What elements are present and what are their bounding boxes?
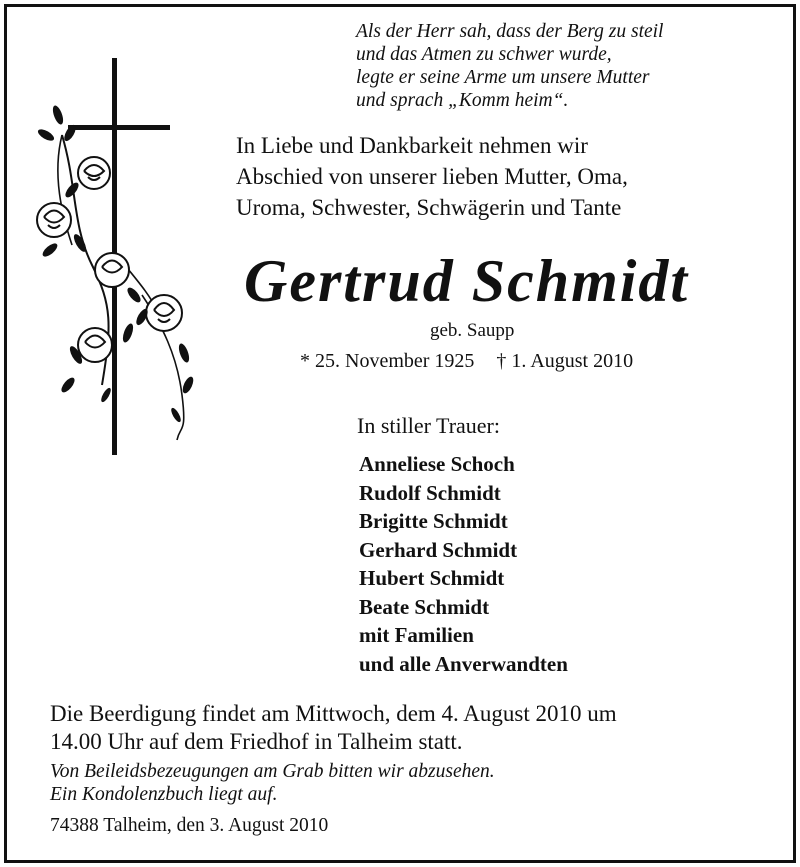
life-dates xyxy=(300,350,633,373)
mourner-name: Hubert Schmidt xyxy=(359,566,505,590)
request-line: Von Beileidsbezeugungen am Grab bitten wir abzusehen. xyxy=(50,761,495,782)
birth-date: * 25. November 1925 xyxy=(300,350,475,372)
place-date: 74388 Talheim, den 3. August 2010 xyxy=(50,815,329,836)
mourner-name: Gerhard Schmidt xyxy=(359,537,518,562)
condolence-request xyxy=(50,760,495,806)
death-date: † 1. August 2010 xyxy=(496,350,634,372)
funeral-info xyxy=(50,700,617,756)
mourner-name: Brigitte Schmidt xyxy=(359,509,508,533)
funeral-line: Die Beerdigung findet am Mittwoch, dem 4. August 2010 um xyxy=(50,701,617,726)
mourners-list xyxy=(359,450,568,678)
mourner-name: Anneliese Schoch xyxy=(359,452,515,476)
mourner-name: Beate Schmidt xyxy=(359,594,490,619)
intro-line: Abschied von unserer lieben Mutter, Oma, xyxy=(236,164,628,189)
intro-line: Uroma, Schwester, Schwägerin und Tante xyxy=(236,195,622,220)
mourner-name: und alle Anverwandten xyxy=(359,651,568,676)
intro-text xyxy=(236,130,628,223)
request-line: Ein Kondolenzbuch liegt auf. xyxy=(50,784,278,805)
verse-line: legte er seine Arme um unsere Mutter xyxy=(356,67,650,88)
mourner-name: mit Familien xyxy=(359,623,474,647)
cross-with-roses-icon xyxy=(32,55,202,460)
verse xyxy=(356,20,663,112)
mourning-heading: In stiller Trauer: xyxy=(357,413,500,438)
deceased-name: Gertrud Schmidt xyxy=(244,248,690,314)
funeral-line: 14.00 Uhr auf dem Friedhof in Talheim statt. xyxy=(50,729,463,754)
mourner-name: Rudolf Schmidt xyxy=(359,480,501,505)
verse-line: und sprach „Komm heim“. xyxy=(356,90,569,111)
maiden-name: geb. Saupp xyxy=(430,320,515,341)
intro-line: In Liebe und Dankbarkeit nehmen wir xyxy=(236,133,588,158)
verse-line: und das Atmen zu schwer wurde, xyxy=(356,44,612,65)
verse-line: Als der Herr sah, dass der Berg zu steil xyxy=(356,21,664,42)
